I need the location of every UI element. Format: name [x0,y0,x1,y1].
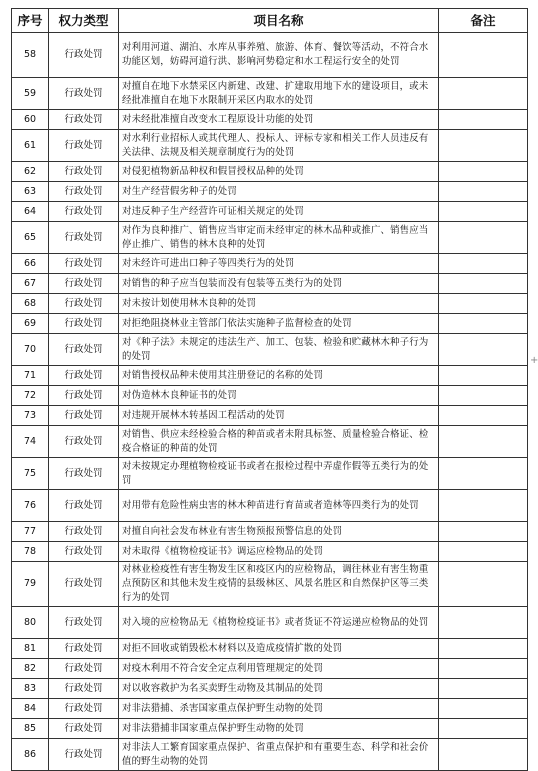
row-num: 59 [12,78,49,110]
row-name: 对以收容救护为名买卖野生动物及其制品的处罚 [119,679,439,699]
row-type: 行政处罚 [49,426,119,458]
row-name: 对拒不回收或销毁松木材料以及造成疫情扩散的处罚 [119,639,439,659]
row-note [439,274,528,294]
row-name: 对作为良种推广、销售应当审定而未经审定的林木品种或推广、销售应当停止推广、销售的林木良种的处罚 [119,222,439,254]
row-name: 对生产经营假劣种子的处罚 [119,182,439,202]
row-type: 行政处罚 [49,314,119,334]
row-name: 对《种子法》未规定的违法生产、加工、包装、检验和贮藏林木种子行为的处罚 [119,334,439,366]
row-name: 对拒绝阻挠林业主管部门依法实施种子监督检查的处罚 [119,314,439,334]
power-list-table [11,8,528,771]
row-num: 75 [12,458,49,490]
table-row [12,490,528,522]
row-note [439,366,528,386]
row-name: 对水利行业招标人或其代理人、投标人、评标专家和相关工作人员违反有关法律、法规及相关规章制度行为的处罚 [119,130,439,162]
row-num: 65 [12,222,49,254]
row-note [439,639,528,659]
row-note [439,294,528,314]
row-name: 对入境的应检物品无《植物检疫证书》或者货证不符运递应检物品的处罚 [119,607,439,639]
row-type: 行政处罚 [49,334,119,366]
row-name: 对非法人工繁育国家重点保护、省重点保护和有重要生态、科学和社会价值的野生动物的处罚 [119,739,439,771]
row-name: 对非法猎捕非国家重点保护野生动物的处罚 [119,719,439,739]
row-num: 80 [12,607,49,639]
table-row [12,222,528,254]
row-note [439,522,528,542]
row-name: 对用带有危险性病虫害的林木种苗进行育苗或者造林等四类行为的处罚 [119,490,439,522]
row-note [439,386,528,406]
table-row [12,719,528,739]
row-type: 行政处罚 [49,274,119,294]
table-row [12,182,528,202]
row-type: 行政处罚 [49,522,119,542]
row-note [439,607,528,639]
row-note [439,458,528,490]
row-type: 行政处罚 [49,254,119,274]
table-row [12,406,528,426]
row-name: 对未按计划使用林木良种的处罚 [119,294,439,314]
table-row [12,254,528,274]
table-row [12,78,528,110]
table-row [12,659,528,679]
table-row [12,314,528,334]
row-name: 对未取得《植物检疫证书》调运应检物品的处罚 [119,542,439,562]
table-row [12,294,528,314]
row-num: 70 [12,334,49,366]
row-type: 行政处罚 [49,366,119,386]
row-note [439,314,528,334]
table-row [12,699,528,719]
row-num: 64 [12,202,49,222]
row-type: 行政处罚 [49,406,119,426]
row-num: 72 [12,386,49,406]
row-note [439,110,528,130]
row-note [439,406,528,426]
row-name: 对销售、供应未经检验合格的种苗或者未附具标签、质量检验合格证、检疫合格证的种苗的处罚 [119,426,439,458]
row-note [439,78,528,110]
table-row [12,426,528,458]
row-num: 81 [12,639,49,659]
row-name: 对未经许可进出口种子等四类行为的处罚 [119,254,439,274]
row-type: 行政处罚 [49,222,119,254]
row-note [439,426,528,458]
row-num: 85 [12,719,49,739]
table-row [12,162,528,182]
row-num: 82 [12,659,49,679]
row-type: 行政处罚 [49,386,119,406]
row-num: 69 [12,314,49,334]
row-type: 行政处罚 [49,739,119,771]
table-header-row [12,9,528,33]
row-type: 行政处罚 [49,490,119,522]
table-row [12,334,528,366]
row-num: 74 [12,426,49,458]
row-num: 84 [12,699,49,719]
row-num: 79 [12,562,49,607]
row-note [439,739,528,771]
row-num: 67 [12,274,49,294]
row-name: 对疫木利用不符合安全定点利用管理规定的处罚 [119,659,439,679]
row-note [439,33,528,78]
row-num: 83 [12,679,49,699]
row-note [439,490,528,522]
row-note [439,699,528,719]
table-row [12,562,528,607]
table-row [12,458,528,490]
row-name: 对伪造林木良种证书的处罚 [119,386,439,406]
header-name: 项目名称 [119,9,439,33]
row-name: 对擅自向社会发布林业有害生物预报预警信息的处罚 [119,522,439,542]
table-row [12,679,528,699]
header-note: 备注 [439,9,528,33]
row-type: 行政处罚 [49,110,119,130]
table-row [12,110,528,130]
row-name: 对擅自在地下水禁采区内新建、改建、扩建取用地下水的建设项目，或未经批准擅自在地下水限制开采区内取水的处罚 [119,78,439,110]
row-type: 行政处罚 [49,202,119,222]
row-note [439,542,528,562]
row-type: 行政处罚 [49,182,119,202]
row-name: 对侵犯植物新品种权和假冒授权品种的处罚 [119,162,439,182]
table-row [12,607,528,639]
row-type: 行政处罚 [49,719,119,739]
row-note [439,222,528,254]
row-name: 对销售授权品种未使用其注册登记的名称的处罚 [119,366,439,386]
row-type: 行政处罚 [49,659,119,679]
row-type: 行政处罚 [49,607,119,639]
row-note [439,202,528,222]
row-note [439,659,528,679]
row-num: 68 [12,294,49,314]
row-num: 61 [12,130,49,162]
table-row [12,542,528,562]
row-type: 行政处罚 [49,294,119,314]
row-note [439,719,528,739]
header-type: 权力类型 [49,9,119,33]
table-row [12,386,528,406]
row-num: 66 [12,254,49,274]
row-type: 行政处罚 [49,542,119,562]
row-num: 77 [12,522,49,542]
row-num: 76 [12,490,49,522]
row-name: 对违反种子生产经营许可证相关规定的处罚 [119,202,439,222]
table-row [12,130,528,162]
row-note [439,562,528,607]
row-num: 73 [12,406,49,426]
table-row [12,33,528,78]
page-marker: + [530,355,538,366]
header-num: 序号 [12,9,49,33]
row-type: 行政处罚 [49,33,119,78]
row-num: 60 [12,110,49,130]
row-name: 对未按规定办理植物检疫证书或者在报检过程中弄虚作假等五类行为的处罚 [119,458,439,490]
row-num: 62 [12,162,49,182]
row-note [439,334,528,366]
row-type: 行政处罚 [49,699,119,719]
row-note [439,130,528,162]
row-name: 对利用河道、湖泊、水库从事养殖、旅游、体育、餐饮等活动，不符合水功能区划，妨碍河道行洪、影响河势稳定和水工程运行安全的处罚 [119,33,439,78]
row-num: 78 [12,542,49,562]
row-note [439,162,528,182]
row-type: 行政处罚 [49,78,119,110]
row-type: 行政处罚 [49,679,119,699]
row-type: 行政处罚 [49,562,119,607]
row-name: 对未经批准擅自改变水工程原设计功能的处罚 [119,110,439,130]
row-type: 行政处罚 [49,639,119,659]
row-name: 对非法猎捕、杀害国家重点保护野生动物的处罚 [119,699,439,719]
row-note [439,182,528,202]
row-num: 71 [12,366,49,386]
row-type: 行政处罚 [49,458,119,490]
table-row [12,522,528,542]
row-note [439,254,528,274]
row-type: 行政处罚 [49,130,119,162]
row-name: 对违规开展林木转基因工程活动的处罚 [119,406,439,426]
table-row [12,274,528,294]
row-num: 63 [12,182,49,202]
table-row [12,202,528,222]
row-type: 行政处罚 [49,162,119,182]
row-num: 86 [12,739,49,771]
row-name: 对林业检疫性有害生物发生区和疫区内的应检物品，调往林业有害生物重点预防区和其他未发生疫情的县级林区、风景名胜区和自然保护区等三类行为的处罚 [119,562,439,607]
table-row [12,639,528,659]
table-row [12,366,528,386]
table-row [12,739,528,771]
row-num: 58 [12,33,49,78]
row-name: 对销售的种子应当包装而没有包装等五类行为的处罚 [119,274,439,294]
row-note [439,679,528,699]
